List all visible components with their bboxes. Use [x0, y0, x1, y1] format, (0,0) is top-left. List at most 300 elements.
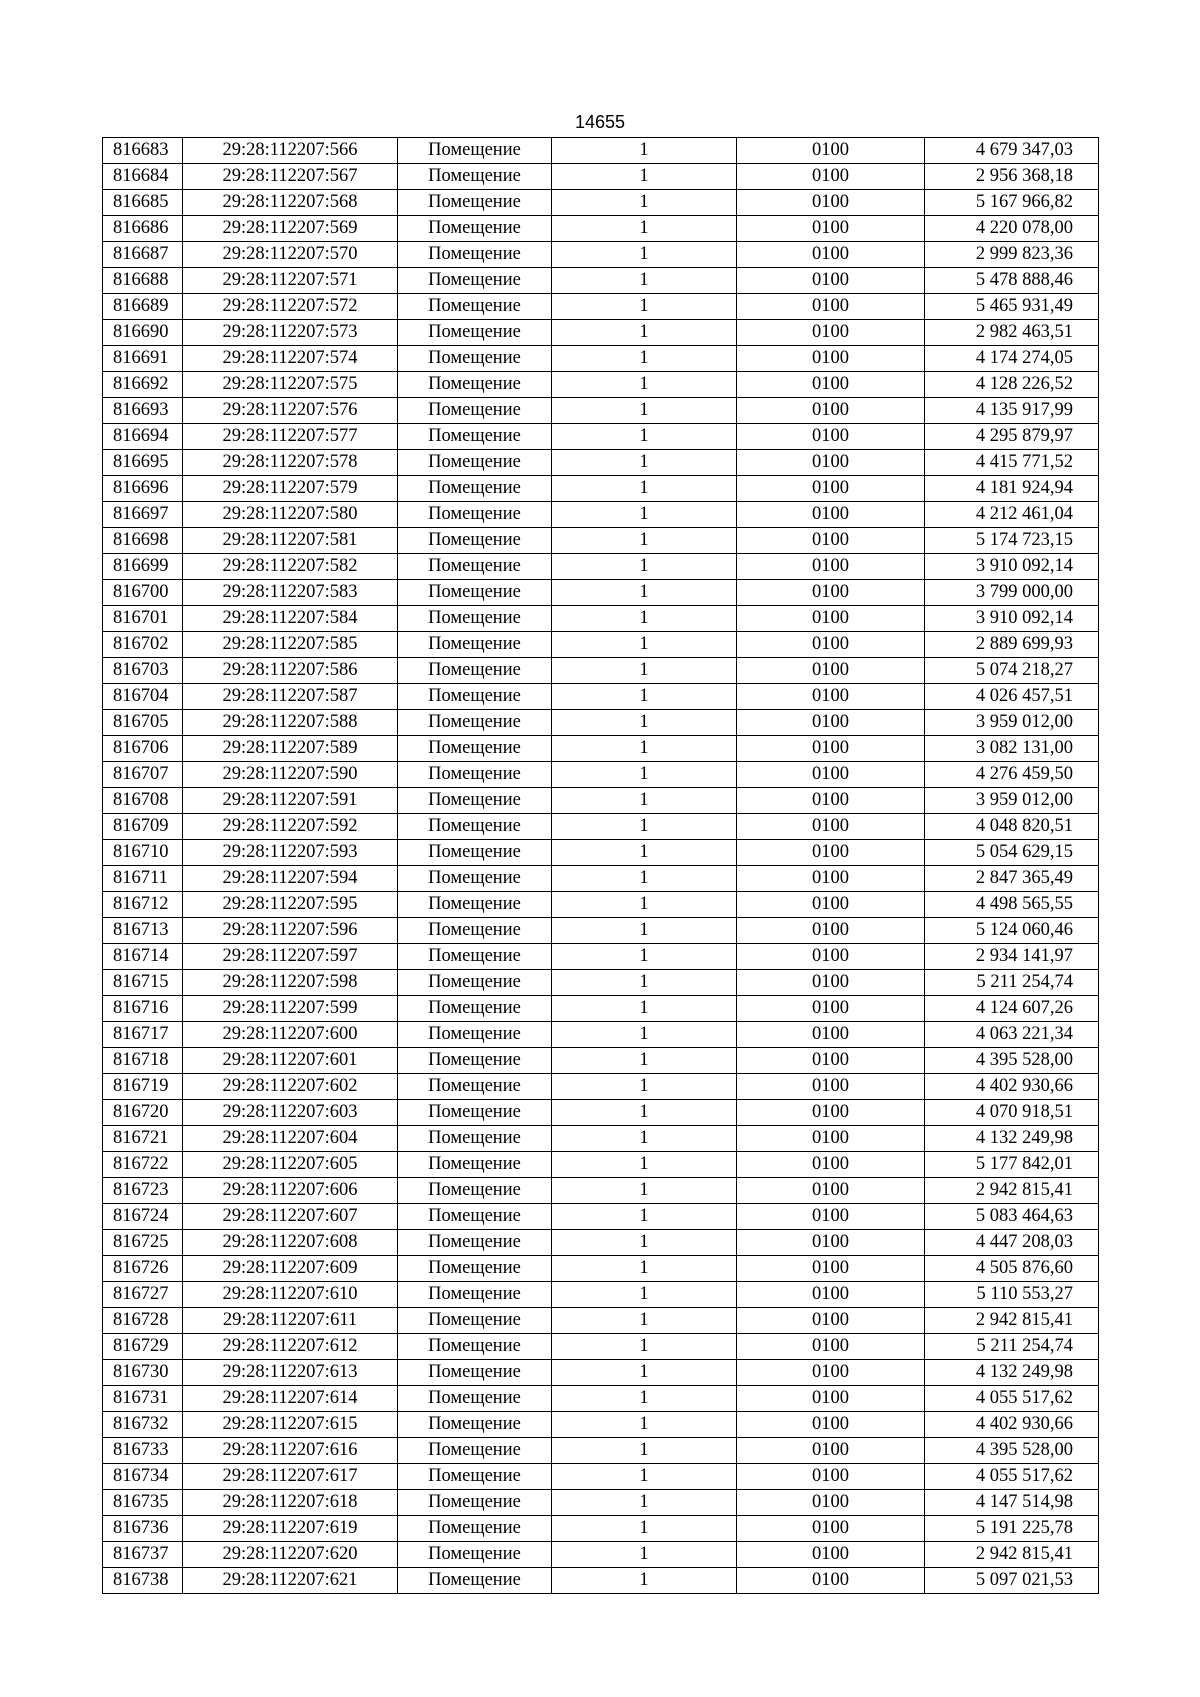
- cadastral-number-cell: 29:28:112207:584: [183, 606, 398, 632]
- cadastral-number-cell: 29:28:112207:576: [183, 398, 398, 424]
- cadastral-value-cell: 4 679 347,03: [925, 138, 1099, 164]
- code-cell: 0100: [737, 606, 925, 632]
- code-cell: 0100: [737, 970, 925, 996]
- table-row: [103, 866, 1099, 892]
- quantity-cell: 1: [552, 1412, 737, 1438]
- cadastral-value-cell: 5 110 553,27: [925, 1282, 1099, 1308]
- code-cell: 0100: [737, 424, 925, 450]
- object-type-cell: Помещение: [398, 1204, 552, 1230]
- code-cell: 0100: [737, 1438, 925, 1464]
- table-row: [103, 788, 1099, 814]
- object-type-cell: Помещение: [398, 216, 552, 242]
- quantity-cell: 1: [552, 892, 737, 918]
- table-row: [103, 190, 1099, 216]
- cadastral-value-cell: 4 055 517,62: [925, 1386, 1099, 1412]
- record-number-cell: 816735: [103, 1490, 183, 1516]
- quantity-cell: 1: [552, 190, 737, 216]
- table-row: [103, 918, 1099, 944]
- cadastral-number-cell: 29:28:112207:581: [183, 528, 398, 554]
- cadastral-value-cell: 2 889 699,93: [925, 632, 1099, 658]
- record-number-cell: 816716: [103, 996, 183, 1022]
- code-cell: 0100: [737, 450, 925, 476]
- object-type-cell: Помещение: [398, 970, 552, 996]
- table-row: [103, 1126, 1099, 1152]
- table-row: [103, 294, 1099, 320]
- table-row: [103, 684, 1099, 710]
- cadastral-number-cell: 29:28:112207:611: [183, 1308, 398, 1334]
- object-type-cell: Помещение: [398, 1152, 552, 1178]
- object-type-cell: Помещение: [398, 1022, 552, 1048]
- cadastral-number-cell: 29:28:112207:610: [183, 1282, 398, 1308]
- object-type-cell: Помещение: [398, 450, 552, 476]
- code-cell: 0100: [737, 190, 925, 216]
- code-cell: 0100: [737, 736, 925, 762]
- cadastral-number-cell: 29:28:112207:586: [183, 658, 398, 684]
- record-number-cell: 816697: [103, 502, 183, 528]
- object-type-cell: Помещение: [398, 476, 552, 502]
- record-number-cell: 816705: [103, 710, 183, 736]
- cadastral-number-cell: 29:28:112207:608: [183, 1230, 398, 1256]
- code-cell: 0100: [737, 840, 925, 866]
- object-type-cell: Помещение: [398, 1334, 552, 1360]
- quantity-cell: 1: [552, 736, 737, 762]
- quantity-cell: 1: [552, 372, 737, 398]
- object-type-cell: Помещение: [398, 892, 552, 918]
- record-number-cell: 816731: [103, 1386, 183, 1412]
- cadastral-value-cell: 2 934 141,97: [925, 944, 1099, 970]
- object-type-cell: Помещение: [398, 1490, 552, 1516]
- cadastral-value-cell: 4 128 226,52: [925, 372, 1099, 398]
- cadastral-value-cell: 4 276 459,50: [925, 762, 1099, 788]
- code-cell: 0100: [737, 1152, 925, 1178]
- cadastral-value-cell: 5 167 966,82: [925, 190, 1099, 216]
- quantity-cell: 1: [552, 1126, 737, 1152]
- table-row: [103, 1074, 1099, 1100]
- object-type-cell: Помещение: [398, 1126, 552, 1152]
- cadastral-value-cell: 5 211 254,74: [925, 970, 1099, 996]
- cadastral-value-cell: 4 415 771,52: [925, 450, 1099, 476]
- cadastral-number-cell: 29:28:112207:593: [183, 840, 398, 866]
- code-cell: 0100: [737, 892, 925, 918]
- quantity-cell: 1: [552, 1516, 737, 1542]
- record-number-cell: 816707: [103, 762, 183, 788]
- code-cell: 0100: [737, 944, 925, 970]
- cadastral-value-cell: 4 063 221,34: [925, 1022, 1099, 1048]
- record-number-cell: 816727: [103, 1282, 183, 1308]
- object-type-cell: Помещение: [398, 554, 552, 580]
- object-type-cell: Помещение: [398, 944, 552, 970]
- code-cell: 0100: [737, 762, 925, 788]
- record-number-cell: 816719: [103, 1074, 183, 1100]
- code-cell: 0100: [737, 710, 925, 736]
- record-number-cell: 816710: [103, 840, 183, 866]
- cadastral-number-cell: 29:28:112207:583: [183, 580, 398, 606]
- table-row: [103, 502, 1099, 528]
- record-number-cell: 816734: [103, 1464, 183, 1490]
- cadastral-value-cell: 5 174 723,15: [925, 528, 1099, 554]
- code-cell: 0100: [737, 216, 925, 242]
- table-row: [103, 216, 1099, 242]
- quantity-cell: 1: [552, 320, 737, 346]
- cadastral-value-cell: 4 174 274,05: [925, 346, 1099, 372]
- quantity-cell: 1: [552, 476, 737, 502]
- cadastral-number-cell: 29:28:112207:575: [183, 372, 398, 398]
- page-number: 14655: [574, 112, 626, 132]
- cadastral-value-cell: 3 910 092,14: [925, 606, 1099, 632]
- cadastral-value-cell: 4 220 078,00: [925, 216, 1099, 242]
- record-number-cell: 816717: [103, 1022, 183, 1048]
- table-row: [103, 1516, 1099, 1542]
- quantity-cell: 1: [552, 866, 737, 892]
- code-cell: 0100: [737, 658, 925, 684]
- quantity-cell: 1: [552, 762, 737, 788]
- cadastral-number-cell: 29:28:112207:589: [183, 736, 398, 762]
- record-number-cell: 816722: [103, 1152, 183, 1178]
- code-cell: 0100: [737, 372, 925, 398]
- code-cell: 0100: [737, 346, 925, 372]
- quantity-cell: 1: [552, 1334, 737, 1360]
- object-type-cell: Помещение: [398, 1360, 552, 1386]
- record-number-cell: 816700: [103, 580, 183, 606]
- cadastral-number-cell: 29:28:112207:582: [183, 554, 398, 580]
- record-number-cell: 816706: [103, 736, 183, 762]
- code-cell: 0100: [737, 528, 925, 554]
- code-cell: 0100: [737, 788, 925, 814]
- cadastral-number-cell: 29:28:112207:573: [183, 320, 398, 346]
- table-row: [103, 996, 1099, 1022]
- cadastral-value-cell: 4 132 249,98: [925, 1360, 1099, 1386]
- object-type-cell: Помещение: [398, 788, 552, 814]
- cadastral-number-cell: 29:28:112207:614: [183, 1386, 398, 1412]
- cadastral-number-cell: 29:28:112207:607: [183, 1204, 398, 1230]
- code-cell: 0100: [737, 1100, 925, 1126]
- quantity-cell: 1: [552, 1178, 737, 1204]
- table-row: [103, 1542, 1099, 1568]
- cadastral-number-cell: 29:28:112207:617: [183, 1464, 398, 1490]
- cadastral-number-cell: 29:28:112207:578: [183, 450, 398, 476]
- table-row: [103, 1568, 1099, 1594]
- quantity-cell: 1: [552, 944, 737, 970]
- record-number-cell: 816712: [103, 892, 183, 918]
- code-cell: 0100: [737, 1230, 925, 1256]
- table-row: [103, 320, 1099, 346]
- cadastral-value-cell: 4 055 517,62: [925, 1464, 1099, 1490]
- cadastral-value-cell: 4 395 528,00: [925, 1048, 1099, 1074]
- object-type-cell: Помещение: [398, 1386, 552, 1412]
- record-number-cell: 816738: [103, 1568, 183, 1594]
- object-type-cell: Помещение: [398, 1412, 552, 1438]
- table-row: [103, 1464, 1099, 1490]
- quantity-cell: 1: [552, 788, 737, 814]
- table-row: [103, 892, 1099, 918]
- object-type-cell: Помещение: [398, 1048, 552, 1074]
- cadastral-value-cell: 5 097 021,53: [925, 1568, 1099, 1594]
- quantity-cell: 1: [552, 1568, 737, 1594]
- record-number-cell: 816695: [103, 450, 183, 476]
- cadastral-value-cell: 2 982 463,51: [925, 320, 1099, 346]
- code-cell: 0100: [737, 1048, 925, 1074]
- code-cell: 0100: [737, 398, 925, 424]
- cadastral-number-cell: 29:28:112207:598: [183, 970, 398, 996]
- record-number-cell: 816683: [103, 138, 183, 164]
- cadastral-value-cell: 4 026 457,51: [925, 684, 1099, 710]
- object-type-cell: Помещение: [398, 866, 552, 892]
- cadastral-number-cell: 29:28:112207:599: [183, 996, 398, 1022]
- table-row: [103, 1412, 1099, 1438]
- quantity-cell: 1: [552, 1048, 737, 1074]
- code-cell: 0100: [737, 918, 925, 944]
- record-number-cell: 816711: [103, 866, 183, 892]
- table-row: [103, 242, 1099, 268]
- quantity-cell: 1: [552, 450, 737, 476]
- code-cell: 0100: [737, 502, 925, 528]
- quantity-cell: 1: [552, 502, 737, 528]
- quantity-cell: 1: [552, 346, 737, 372]
- cadastral-value-cell: 4 402 930,66: [925, 1074, 1099, 1100]
- table-row: [103, 606, 1099, 632]
- table-row: [103, 164, 1099, 190]
- cadastral-value-cell: 2 942 815,41: [925, 1308, 1099, 1334]
- record-number-cell: 816723: [103, 1178, 183, 1204]
- table-row: [103, 268, 1099, 294]
- object-type-cell: Помещение: [398, 606, 552, 632]
- cadastral-value-cell: 4 395 528,00: [925, 1438, 1099, 1464]
- cadastral-value-cell: 5 074 218,27: [925, 658, 1099, 684]
- cadastral-value-cell: 4 402 930,66: [925, 1412, 1099, 1438]
- code-cell: 0100: [737, 1412, 925, 1438]
- object-type-cell: Помещение: [398, 996, 552, 1022]
- table-row: [103, 346, 1099, 372]
- record-number-cell: 816691: [103, 346, 183, 372]
- object-type-cell: Помещение: [398, 1282, 552, 1308]
- quantity-cell: 1: [552, 814, 737, 840]
- cadastral-value-cell: 5 124 060,46: [925, 918, 1099, 944]
- object-type-cell: Помещение: [398, 398, 552, 424]
- record-number-cell: 816725: [103, 1230, 183, 1256]
- code-cell: 0100: [737, 476, 925, 502]
- code-cell: 0100: [737, 1334, 925, 1360]
- object-type-cell: Помещение: [398, 736, 552, 762]
- quantity-cell: 1: [552, 138, 737, 164]
- record-number-cell: 816688: [103, 268, 183, 294]
- code-cell: 0100: [737, 1282, 925, 1308]
- cadastral-value-cell: 5 177 842,01: [925, 1152, 1099, 1178]
- quantity-cell: 1: [552, 970, 737, 996]
- quantity-cell: 1: [552, 528, 737, 554]
- cadastral-number-cell: 29:28:112207:574: [183, 346, 398, 372]
- code-cell: 0100: [737, 1126, 925, 1152]
- record-number-cell: 816713: [103, 918, 183, 944]
- cadastral-value-cell: 4 447 208,03: [925, 1230, 1099, 1256]
- cadastral-value-cell: 4 135 917,99: [925, 398, 1099, 424]
- record-number-cell: 816702: [103, 632, 183, 658]
- cadastral-number-cell: 29:28:112207:615: [183, 1412, 398, 1438]
- cadastral-value-cell: 2 942 815,41: [925, 1542, 1099, 1568]
- object-type-cell: Помещение: [398, 190, 552, 216]
- quantity-cell: 1: [552, 1022, 737, 1048]
- record-number-cell: 816690: [103, 320, 183, 346]
- record-number-cell: 816708: [103, 788, 183, 814]
- object-type-cell: Помещение: [398, 346, 552, 372]
- table-row: [103, 398, 1099, 424]
- cadastral-number-cell: 29:28:112207:616: [183, 1438, 398, 1464]
- object-type-cell: Помещение: [398, 1568, 552, 1594]
- code-cell: 0100: [737, 294, 925, 320]
- table-row: [103, 1152, 1099, 1178]
- quantity-cell: 1: [552, 268, 737, 294]
- quantity-cell: 1: [552, 1386, 737, 1412]
- quantity-cell: 1: [552, 1360, 737, 1386]
- quantity-cell: 1: [552, 554, 737, 580]
- cadastral-value-cell: 4 124 607,26: [925, 996, 1099, 1022]
- cadastral-number-cell: 29:28:112207:572: [183, 294, 398, 320]
- code-cell: 0100: [737, 320, 925, 346]
- quantity-cell: 1: [552, 1438, 737, 1464]
- quantity-cell: 1: [552, 216, 737, 242]
- cadastral-number-cell: 29:28:112207:606: [183, 1178, 398, 1204]
- quantity-cell: 1: [552, 1542, 737, 1568]
- object-type-cell: Помещение: [398, 1464, 552, 1490]
- table-row: [103, 450, 1099, 476]
- code-cell: 0100: [737, 632, 925, 658]
- record-number-cell: 816684: [103, 164, 183, 190]
- table-row: [103, 944, 1099, 970]
- cadastral-number-cell: 29:28:112207:579: [183, 476, 398, 502]
- cadastral-number-cell: 29:28:112207:609: [183, 1256, 398, 1282]
- cadastral-value-cell: 5 054 629,15: [925, 840, 1099, 866]
- cadastral-value-cell: 4 505 876,60: [925, 1256, 1099, 1282]
- table-row: [103, 372, 1099, 398]
- record-number-cell: 816714: [103, 944, 183, 970]
- cadastral-number-cell: 29:28:112207:613: [183, 1360, 398, 1386]
- record-number-cell: 816720: [103, 1100, 183, 1126]
- cadastral-number-cell: 29:28:112207:587: [183, 684, 398, 710]
- code-cell: 0100: [737, 164, 925, 190]
- cadastral-number-cell: 29:28:112207:595: [183, 892, 398, 918]
- record-number-cell: 816698: [103, 528, 183, 554]
- cadastral-number-cell: 29:28:112207:604: [183, 1126, 398, 1152]
- object-type-cell: Помещение: [398, 138, 552, 164]
- cadastral-number-cell: 29:28:112207:602: [183, 1074, 398, 1100]
- table-row: [103, 710, 1099, 736]
- object-type-cell: Помещение: [398, 294, 552, 320]
- code-cell: 0100: [737, 1516, 925, 1542]
- quantity-cell: 1: [552, 1074, 737, 1100]
- cadastral-number-cell: 29:28:112207:580: [183, 502, 398, 528]
- object-type-cell: Помещение: [398, 918, 552, 944]
- code-cell: 0100: [737, 1464, 925, 1490]
- object-type-cell: Помещение: [398, 1074, 552, 1100]
- object-type-cell: Помещение: [398, 502, 552, 528]
- quantity-cell: 1: [552, 1308, 737, 1334]
- table-row: [103, 1100, 1099, 1126]
- code-cell: 0100: [737, 866, 925, 892]
- record-number-cell: 816733: [103, 1438, 183, 1464]
- quantity-cell: 1: [552, 1464, 737, 1490]
- cadastral-value-cell: 4 181 924,94: [925, 476, 1099, 502]
- record-number-cell: 816693: [103, 398, 183, 424]
- table-row: [103, 424, 1099, 450]
- cadastral-number-cell: 29:28:112207:571: [183, 268, 398, 294]
- object-type-cell: Помещение: [398, 632, 552, 658]
- cadastral-number-cell: 29:28:112207:568: [183, 190, 398, 216]
- table-row: [103, 632, 1099, 658]
- quantity-cell: 1: [552, 164, 737, 190]
- cadastral-value-cell: 3 082 131,00: [925, 736, 1099, 762]
- object-type-cell: Помещение: [398, 164, 552, 190]
- cadastral-value-cell: 5 211 254,74: [925, 1334, 1099, 1360]
- object-type-cell: Помещение: [398, 1516, 552, 1542]
- record-number-cell: 816715: [103, 970, 183, 996]
- object-type-cell: Помещение: [398, 1178, 552, 1204]
- cadastral-number-cell: 29:28:112207:596: [183, 918, 398, 944]
- code-cell: 0100: [737, 580, 925, 606]
- record-number-cell: 816724: [103, 1204, 183, 1230]
- cadastral-value-cell: 2 999 823,36: [925, 242, 1099, 268]
- cadastral-value-cell: 5 191 225,78: [925, 1516, 1099, 1542]
- code-cell: 0100: [737, 1204, 925, 1230]
- record-number-cell: 816687: [103, 242, 183, 268]
- object-type-cell: Помещение: [398, 580, 552, 606]
- object-type-cell: Помещение: [398, 1542, 552, 1568]
- table-row: [103, 1178, 1099, 1204]
- object-type-cell: Помещение: [398, 1256, 552, 1282]
- table-row: [103, 1438, 1099, 1464]
- record-number-cell: 816694: [103, 424, 183, 450]
- cadastral-number-cell: 29:28:112207:597: [183, 944, 398, 970]
- code-cell: 0100: [737, 1308, 925, 1334]
- register-table: [102, 137, 1099, 1594]
- record-number-cell: 816737: [103, 1542, 183, 1568]
- table-row: [103, 762, 1099, 788]
- cadastral-value-cell: 4 132 249,98: [925, 1126, 1099, 1152]
- table-row: [103, 1022, 1099, 1048]
- quantity-cell: 1: [552, 1490, 737, 1516]
- cadastral-number-cell: 29:28:112207:577: [183, 424, 398, 450]
- cadastral-number-cell: 29:28:112207:605: [183, 1152, 398, 1178]
- code-cell: 0100: [737, 1256, 925, 1282]
- cadastral-number-cell: 29:28:112207:570: [183, 242, 398, 268]
- cadastral-value-cell: 3 959 012,00: [925, 788, 1099, 814]
- quantity-cell: 1: [552, 840, 737, 866]
- record-number-cell: 816726: [103, 1256, 183, 1282]
- quantity-cell: 1: [552, 294, 737, 320]
- object-type-cell: Помещение: [398, 320, 552, 346]
- table-row: [103, 1048, 1099, 1074]
- record-number-cell: 816703: [103, 658, 183, 684]
- cadastral-value-cell: 3 910 092,14: [925, 554, 1099, 580]
- quantity-cell: 1: [552, 658, 737, 684]
- cadastral-number-cell: 29:28:112207:566: [183, 138, 398, 164]
- cadastral-number-cell: 29:28:112207:590: [183, 762, 398, 788]
- cadastral-value-cell: 2 956 368,18: [925, 164, 1099, 190]
- table-row: [103, 528, 1099, 554]
- record-number-cell: 816686: [103, 216, 183, 242]
- object-type-cell: Помещение: [398, 1230, 552, 1256]
- object-type-cell: Помещение: [398, 424, 552, 450]
- code-cell: 0100: [737, 138, 925, 164]
- record-number-cell: 816704: [103, 684, 183, 710]
- record-number-cell: 816689: [103, 294, 183, 320]
- cadastral-value-cell: 4 498 565,55: [925, 892, 1099, 918]
- table-row: [103, 1282, 1099, 1308]
- quantity-cell: 1: [552, 1152, 737, 1178]
- cadastral-number-cell: 29:28:112207:592: [183, 814, 398, 840]
- cadastral-number-cell: 29:28:112207:618: [183, 1490, 398, 1516]
- cadastral-value-cell: 4 070 918,51: [925, 1100, 1099, 1126]
- table-row: [103, 658, 1099, 684]
- cadastral-value-cell: 5 478 888,46: [925, 268, 1099, 294]
